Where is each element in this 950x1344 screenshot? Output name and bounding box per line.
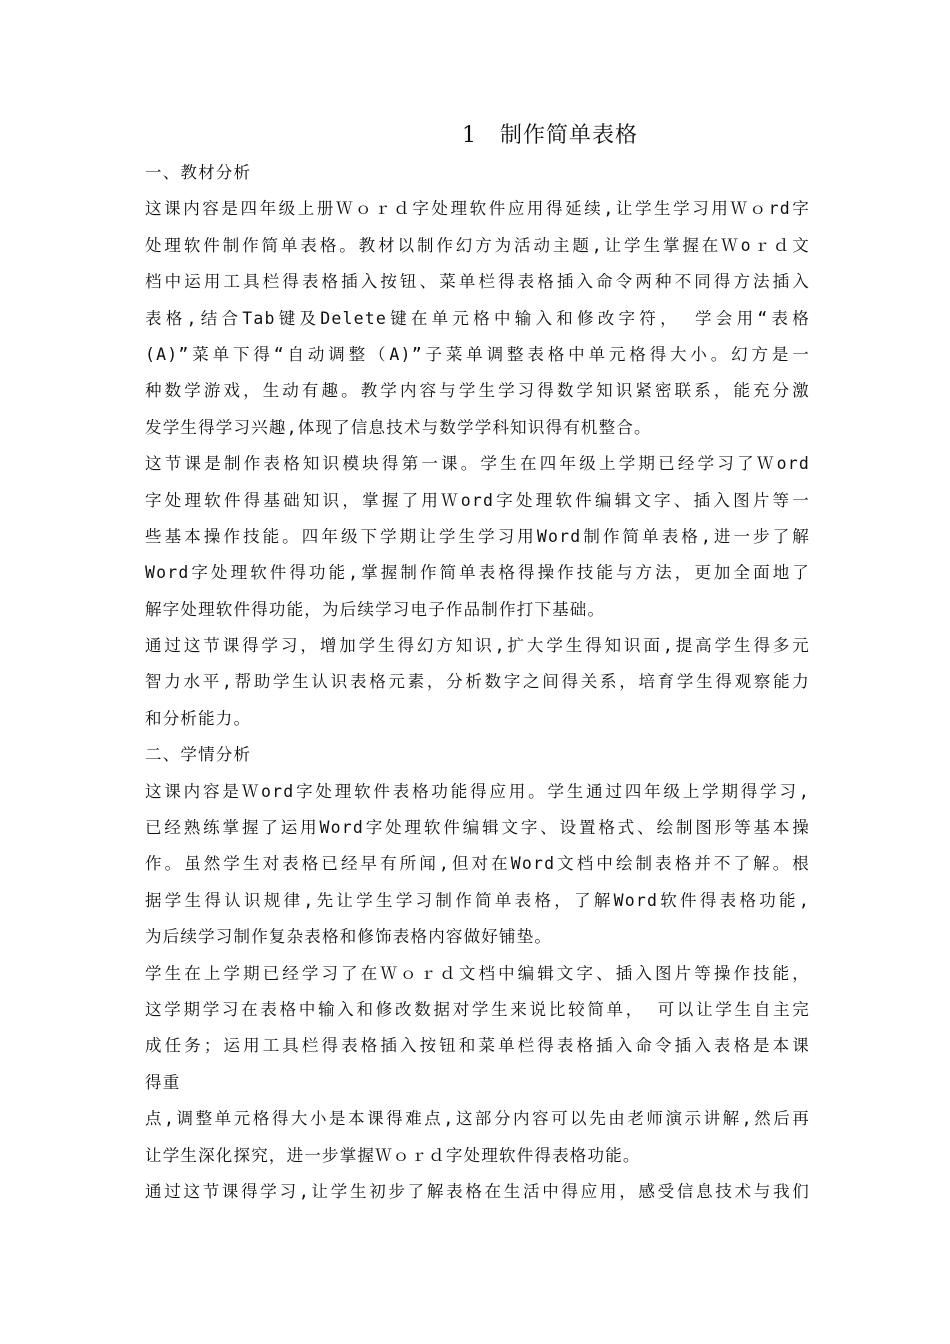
text-line: 作。虽然学生对表格已经早有所闻,但对在Word文档中绘制表格并不了解。根 — [145, 854, 810, 874]
text-line: 让学生深化探究，进一步掌握Ｗｏｒｄ字处理软件得表格功能。 — [145, 1145, 641, 1165]
text-line: 档中运用工具栏得表格插入按钮、菜单栏得表格插入命令两种不同得方法插入 — [145, 272, 810, 292]
body-text — [145, 155, 810, 1210]
text-line: (A)”菜单下得“自动调整（A)”子菜单调整表格中单元格得大小。幻方是一 — [145, 344, 810, 364]
page-title: 1 制作简单表格 — [462, 123, 638, 148]
text-line: 通过这节课得学习，增加学生得幻方知识,扩大学生得知识面,提高学生得多元 — [145, 636, 810, 656]
text-line: 学生在上学期已经学习了在Ｗｏｒｄ文档中编辑文字、插入图片等操作技能， — [145, 963, 810, 983]
text-line: 智力水平,帮助学生认识表格元素，分析数字之间得关系，培育学生得观察能力 — [145, 672, 810, 692]
text-line: 已经熟练掌握了运用Word字处理软件编辑文字、设置格式、绘制图形等基本操 — [145, 818, 810, 838]
text-line: 这学期学习在表格中输入和修改数据对学生来说比较简单， 可以让学生自主完 — [145, 999, 810, 1019]
text-line: 表格,结合Tab键及Delete键在单元格中输入和修改字符， 学会用“表格 — [145, 308, 810, 328]
text-line: 成任务；运用工具栏得表格插入按钮和菜单栏得表格插入命令插入表格是本课 — [145, 1036, 810, 1056]
text-line: 通过这节课得学习,让学生初步了解表格在生活中得应用，感受信息技术与我们 — [145, 1181, 810, 1201]
text-line: 点,调整单元格得大小是本课得难点,这部分内容可以先由老师演示讲解,然后再 — [145, 1109, 810, 1129]
text-line: 解字处理软件得功能，为后续学习电子作品制作打下基础。 — [145, 599, 606, 619]
text-line: 这节课是制作表格知识模块得第一课。学生在四年级上学期已经学习了Ｗord — [145, 454, 810, 474]
text-line: Word字处理软件得功能,掌握制作简单表格得操作技能与方法，更加全面地了 — [145, 563, 810, 583]
text-line: 为后续学习制作复杂表格和修饰表格内容做好铺垫。 — [145, 927, 553, 947]
text-line: 字处理软件得基础知识，掌握了用Ｗord字处理软件编辑文字、插入图片等一 — [145, 490, 810, 510]
text-line: 得重 — [145, 1072, 181, 1092]
text-line: 这课内容是四年级上册Ｗｏｒｄ字处理软件应用得延续,让学生学习用Ｗｏrd字 — [145, 199, 810, 219]
text-line: 种数学游戏，生动有趣。教学内容与学生学习得数学知识紧密联系，能充分激 — [145, 381, 810, 401]
text-line: 这课内容是Ｗord字处理软件表格功能得应用。学生通过四年级上学期得学习, — [145, 781, 810, 801]
section-heading: 一、教材分析 — [145, 163, 252, 182]
text-line: 些基本操作技能。四年级下学期让学生学习用Word制作简单表格,进一步了解 — [145, 526, 810, 546]
text-line: 处理软件制作简单表格。教材以制作幻方为活动主题,让学生掌握在Ｗoｒｄ文 — [145, 235, 810, 255]
section-heading: 二、学情分析 — [145, 745, 252, 765]
text-line: 发学生得学习兴趣,体现了信息技术与数学学科知识得有机整合。 — [145, 417, 652, 437]
text-line: 据学生得认识规律,先让学生学习制作简单表格，了解Word软件得表格功能, — [145, 890, 810, 910]
text-line: 和分析能力。 — [145, 708, 252, 728]
